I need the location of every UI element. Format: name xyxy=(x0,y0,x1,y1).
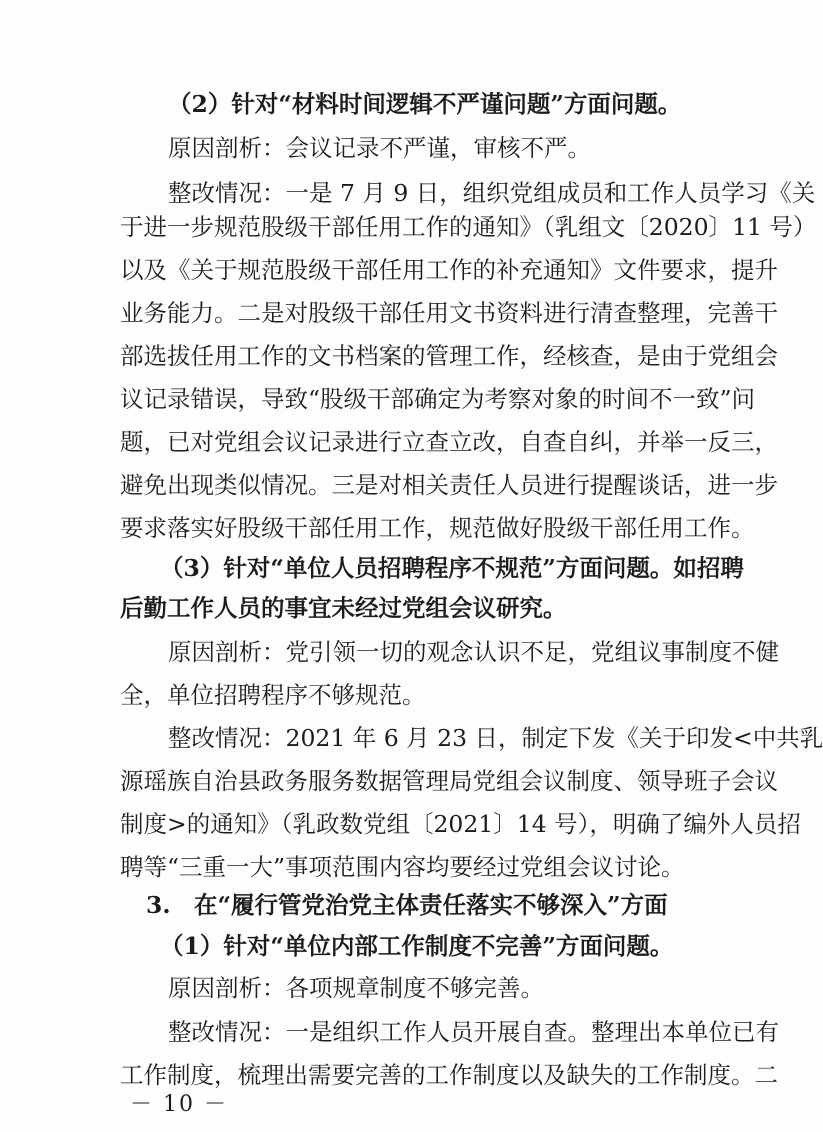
cause-analysis-3-line-2: 全，单位招聘程序不够规范。 xyxy=(120,681,426,709)
rectification-3-line-4: 聘等“三重一大”事项范围内容均要经过党组会议讨论。 xyxy=(120,853,685,881)
rectification-2-line-6: 议记录错误，导致“股级干部确定为考察对象的时间不一致”问 xyxy=(120,385,756,413)
rectification-2-line-4: 业务能力。二是对股级干部任用文书资料进行清查整理，完善干 xyxy=(120,299,778,327)
rectification-3-1-line-1: 整改情况：一是组织工作人员开展自查。整理出本单位已有 xyxy=(168,1018,779,1046)
rectification-2-line-7: 题，已对党组会议记录进行立查立改，自查自纠，并举一反三， xyxy=(120,428,778,456)
section-heading-2: （2）针对“材料时间逻辑不严谨问题”方面问题。 xyxy=(168,90,682,118)
rectification-2-line-5: 部选拔任用工作的文书档案的管理工作，经核查，是由于党组会 xyxy=(120,342,778,370)
rectification-3-line-2: 源瑶族自治县政务服务数据管理局党组会议制度、领导班子会议 xyxy=(120,767,778,795)
cause-analysis-3-line-1: 原因剖析：党引领一切的观念认识不足，党组议事制度不健 xyxy=(168,638,779,666)
section-heading-3-line-2: 后勤工作人员的事宜未经过党组会议研究。 xyxy=(120,594,567,622)
rectification-3-line-1: 整改情况：2021 年 6 月 23 日，制定下发《关于印发<中共乳 xyxy=(168,724,823,752)
subsection-heading-1: （1）针对“单位内部工作制度不完善”方面问题。 xyxy=(160,932,674,960)
page-number: － 10 － xyxy=(130,1092,228,1117)
rectification-2-line-8: 避免出现类似情况。三是对相关责任人员进行提醒谈话，进一步 xyxy=(120,471,778,499)
rectification-3-1-line-2: 工作制度，梳理出需要完善的工作制度以及缺失的工作制度。二 xyxy=(120,1061,778,1089)
cause-analysis-2: 原因剖析：会议记录不严谨，审核不严。 xyxy=(168,134,591,162)
section-heading-3-line-1: （3）针对“单位人员招聘程序不规范”方面问题。如招聘 xyxy=(160,554,744,582)
rectification-2-line-1: 整改情况：一是 7 月 9 日，组织党组成员和工作人员学习《关 xyxy=(168,179,816,207)
rectification-2-line-9: 要求落实好股级干部任用工作，规范做好股级干部任用工作。 xyxy=(120,514,755,542)
rectification-3-line-3: 制度>的通知》（乳政数党组〔2021〕14 号），明确了编外人员招 xyxy=(120,810,801,838)
rectification-2-line-2: 于进一步规范股级干部任用工作的通知》（乳组文〔2020〕11 号） xyxy=(120,213,817,241)
rectification-2-line-3: 以及《关于规范股级干部任用工作的补充通知》文件要求，提升 xyxy=(120,256,778,284)
cause-analysis-3-1: 原因剖析：各项规章制度不够完善。 xyxy=(168,974,544,1002)
main-section-heading-3: 3. 在“履行管党治党主体责任落实不够深入”方面 xyxy=(146,891,668,919)
